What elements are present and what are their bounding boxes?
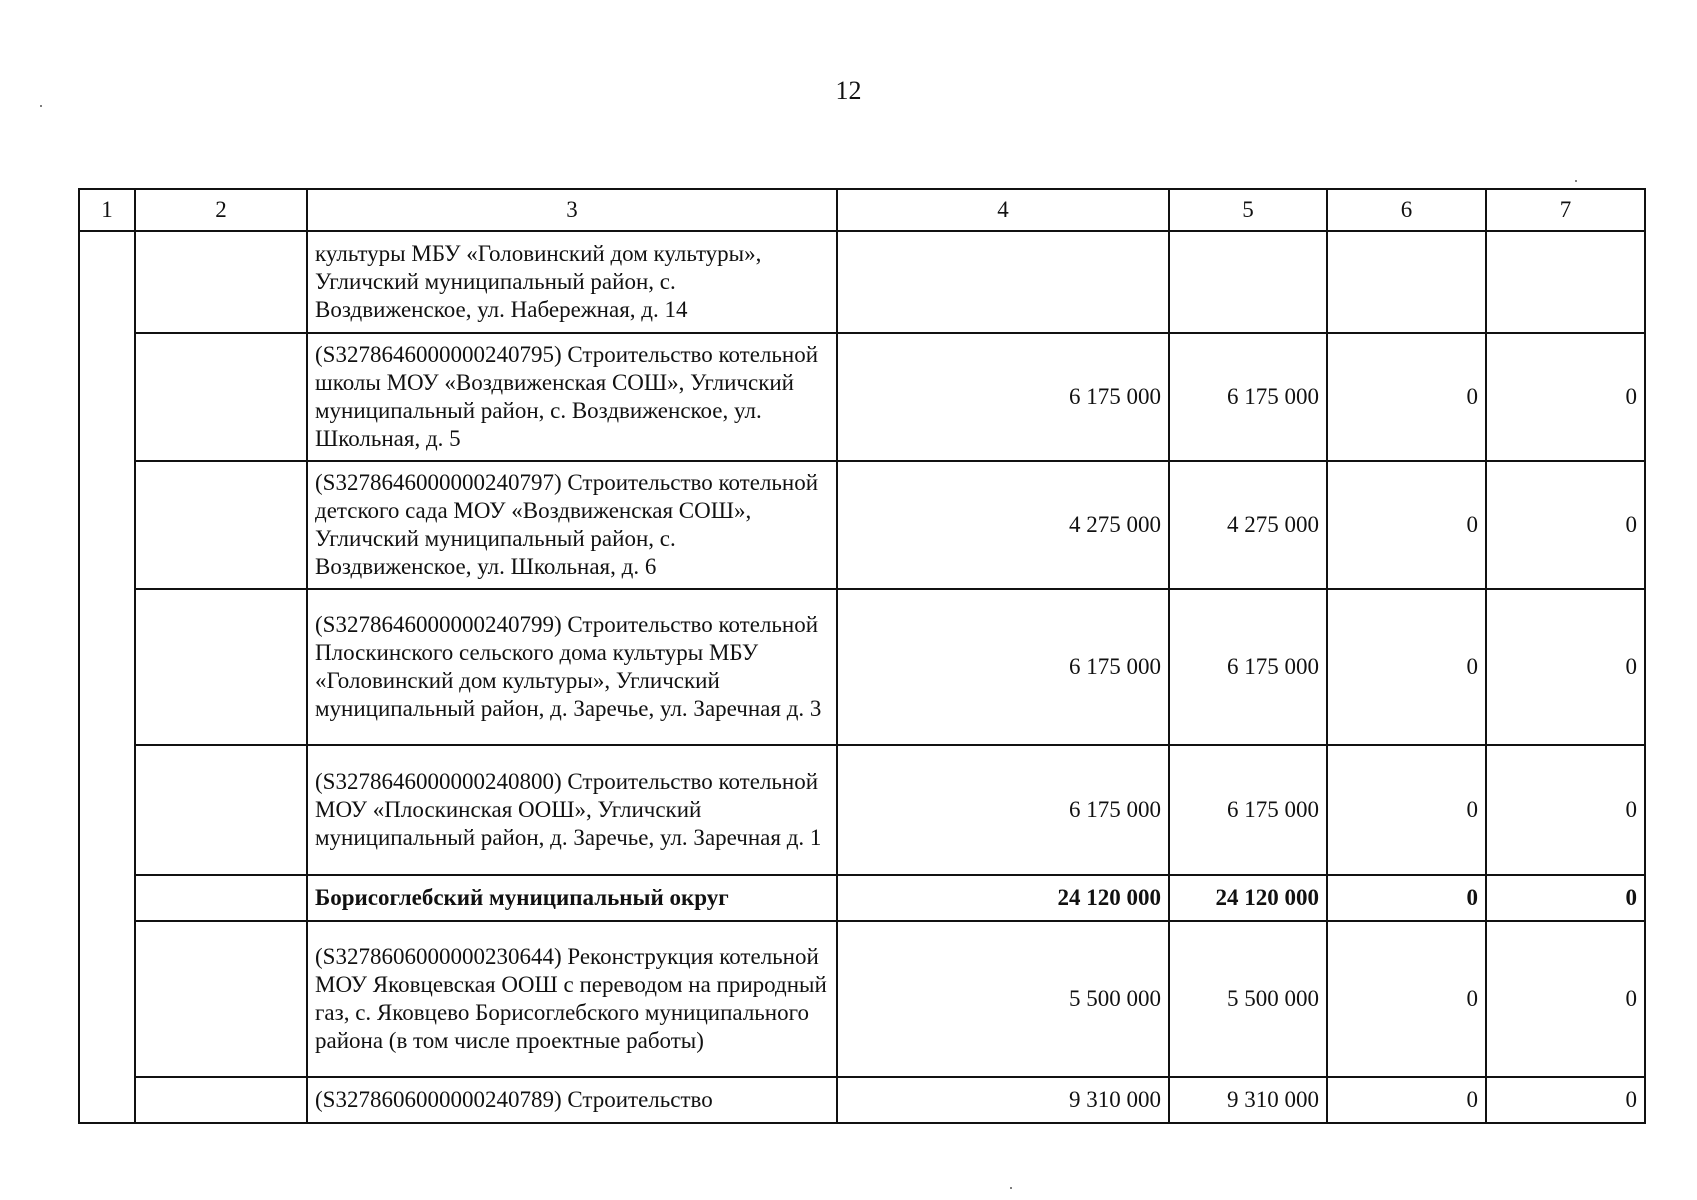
- cell-col-2: [135, 745, 307, 875]
- cell-col-4: 6 175 000: [837, 745, 1169, 875]
- cell-col-7: [1486, 231, 1645, 333]
- cell-col-7: 0: [1486, 333, 1645, 461]
- cell-col-5: 9 310 000: [1169, 1077, 1327, 1123]
- table-header: [79, 189, 1645, 231]
- header-col-5: 5: [1169, 189, 1327, 231]
- header-row: [79, 189, 1645, 231]
- cell-col-1: [79, 231, 135, 1123]
- page-number: 12: [835, 76, 862, 105]
- cell-col-7: 0: [1486, 1077, 1645, 1123]
- cell-description: (S3278646000000240800) Строительство котельной МОУ «Плоскинская ООШ», Угличский муниципальный район, д. Заречье, ул. Заречная д. 1: [307, 745, 837, 875]
- cell-col-6: 0: [1327, 333, 1486, 461]
- table-row: [79, 589, 1645, 745]
- cell-col-6: 0: [1327, 921, 1486, 1077]
- cell-col-5: 6 175 000: [1169, 589, 1327, 745]
- cell-col-2: [135, 589, 307, 745]
- table-row: [79, 921, 1645, 1077]
- table-row: [79, 745, 1645, 875]
- cell-description: культуры МБУ «Головинский дом культуры», Угличский муниципальный район, с. Воздвиженское, ул. Набережная, д. 14: [307, 231, 837, 333]
- header-col-3: 3: [307, 189, 837, 231]
- cell-col-4: 24 120 000: [837, 875, 1169, 921]
- cell-col-2: [135, 921, 307, 1077]
- header-col-6: 6: [1327, 189, 1486, 231]
- scan-speck: [1575, 180, 1577, 182]
- table-row: [79, 461, 1645, 589]
- cell-description: (S3278646000000240795) Строительство котельной школы МОУ «Воздвиженская СОШ», Угличский муниципальный район, с. Воздвиженское, ул. Школьная, д. 5: [307, 333, 837, 461]
- table-row-district-total: [79, 875, 1645, 921]
- table-row: [79, 333, 1645, 461]
- table-row: [79, 1077, 1645, 1123]
- header-col-1: 1: [79, 189, 135, 231]
- header-col-7: 7: [1486, 189, 1645, 231]
- cell-col-2: [135, 231, 307, 333]
- cell-col-2: [135, 461, 307, 589]
- cell-col-7: 0: [1486, 875, 1645, 921]
- cell-col-7: 0: [1486, 461, 1645, 589]
- budget-table: [78, 188, 1646, 1124]
- cell-col-4: 6 175 000: [837, 589, 1169, 745]
- cell-col-5: 24 120 000: [1169, 875, 1327, 921]
- cell-col-6: 0: [1327, 875, 1486, 921]
- cell-description: (S3278646000000240797) Строительство котельной детского сада МОУ «Воздвиженская СОШ», Угличский муниципальный район, с. Воздвиженское, ул. Школьная, д. 6: [307, 461, 837, 589]
- cell-col-4: 6 175 000: [837, 333, 1169, 461]
- cell-col-7: 0: [1486, 921, 1645, 1077]
- scan-speck: [40, 105, 42, 107]
- table-body: [79, 231, 1645, 1123]
- cell-col-5: 4 275 000: [1169, 461, 1327, 589]
- cell-col-6: 0: [1327, 589, 1486, 745]
- cell-col-4: 9 310 000: [837, 1077, 1169, 1123]
- cell-col-4: 4 275 000: [837, 461, 1169, 589]
- cell-col-6: 0: [1327, 745, 1486, 875]
- cell-col-6: 0: [1327, 1077, 1486, 1123]
- cell-col-4: [837, 231, 1169, 333]
- cell-col-7: 0: [1486, 745, 1645, 875]
- cell-description: (S3278606000000230644) Реконструкция котельной МОУ Яковцевская ООШ с переводом на природный газ, с. Яковцево Борисоглебского муниципального района (в том числе проектные работы): [307, 921, 837, 1077]
- header-col-2: 2: [135, 189, 307, 231]
- cell-col-5: [1169, 231, 1327, 333]
- cell-description: Борисоглебский муниципальный округ: [307, 875, 837, 921]
- table-row: [79, 231, 1645, 333]
- cell-description: (S3278606000000240789) Строительство: [307, 1077, 837, 1123]
- cell-col-5: 6 175 000: [1169, 333, 1327, 461]
- header-col-4: 4: [837, 189, 1169, 231]
- cell-col-2: [135, 333, 307, 461]
- cell-col-5: 5 500 000: [1169, 921, 1327, 1077]
- cell-col-2: [135, 875, 307, 921]
- cell-col-6: [1327, 231, 1486, 333]
- cell-col-7: 0: [1486, 589, 1645, 745]
- scan-speck: [1010, 1187, 1012, 1189]
- cell-col-4: 5 500 000: [837, 921, 1169, 1077]
- cell-col-6: 0: [1327, 461, 1486, 589]
- cell-col-2: [135, 1077, 307, 1123]
- cell-description: (S3278646000000240799) Строительство котельной Плоскинского сельского дома культуры МБУ «Головинский дом культуры», Угличский муниципальный район, д. Заречье, ул. Заречная д. 3: [307, 589, 837, 745]
- cell-col-5: 6 175 000: [1169, 745, 1327, 875]
